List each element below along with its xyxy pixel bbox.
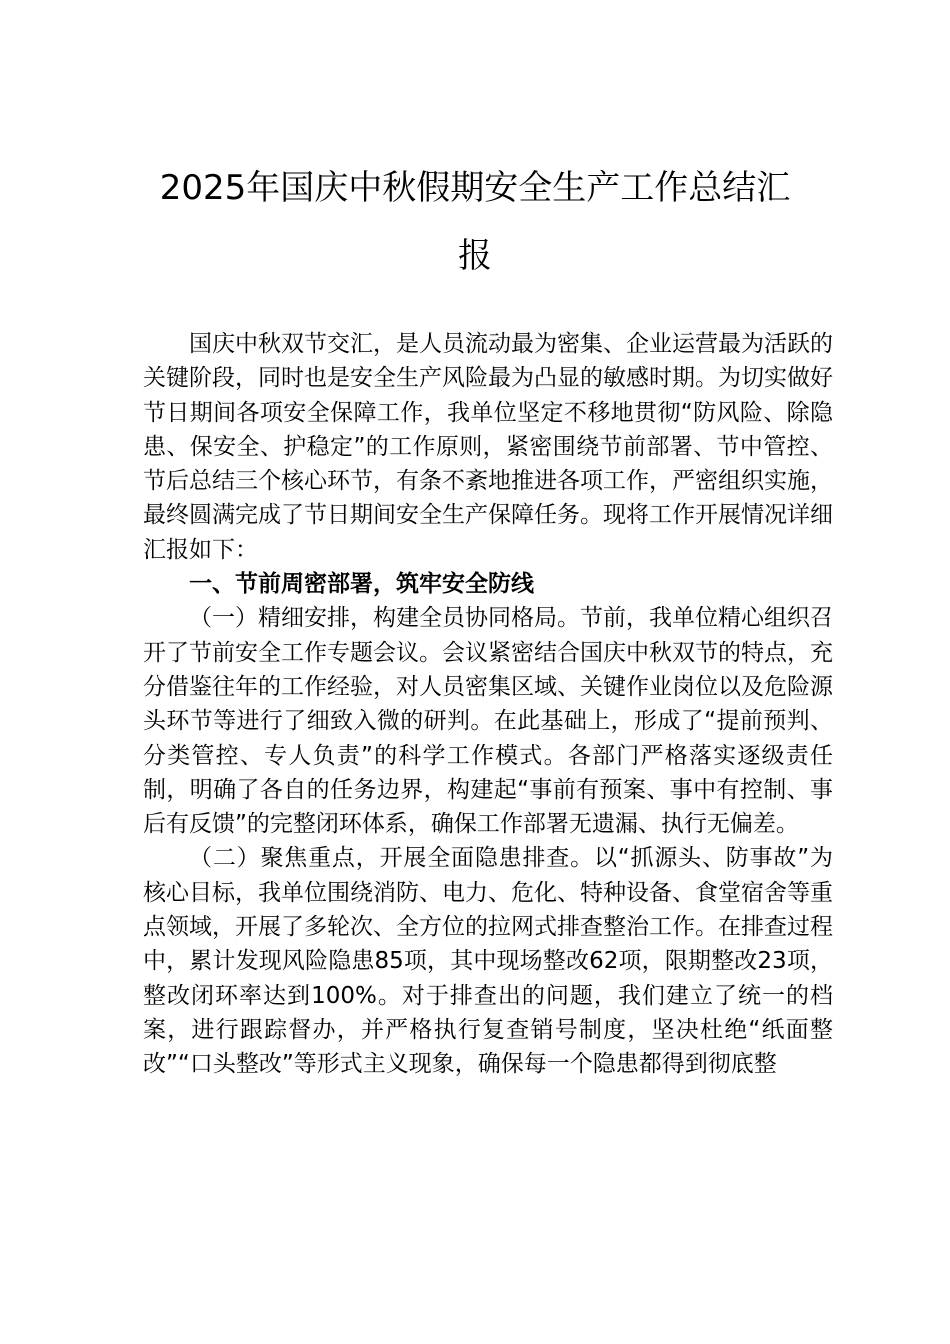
document-title-line-2: 报 (458, 236, 492, 276)
document-body (143, 327, 833, 1082)
intro-paragraph: 国庆中秋双节交汇，是人员流动最为密集、企业运营最为活跃的关键阶段，同时也是安全生产风险最为凸显的敏感时期。为切实做好节日期间各项安全保障工作，我单位坚定不移地贯彻“防风险、除隐患、保安全、护稳定”的工作原则，紧密围绕节前部署、节中管控、节后总结三个核心环节，有条不紊地推进各项工作，严密组织实施，最终圆满完成了节日期间安全生产保障任务。现将工作开展情况详细汇报如下： (143, 331, 833, 563)
subsection-paragraph-2: （二）聚焦重点，开展全面隐患排查。以“抓源头、防事故”为核心目标，我单位围绕消防、电力、危化、特种设备、食堂宿舍等重点领域，开展了多轮次、全方位的拉网式排查整治工作。在排查过程中，累计发现风险隐患85项，其中现场整改62项，限期整改23项，整改闭环率达到100%。对于排查出的问题，我们建立了统一的档案，进行跟踪督办，并严格执行复查销号制度，坚决杜绝“纸面整改”“口头整改”等形式主义现象，确保每一个隐患都得到彻底整 (143, 845, 833, 1078)
subsection-paragraph-1: （一）精细安排，构建全员协同格局。节前，我单位精心组织召开了节前安全工作专题会议。会议紧密结合国庆中秋双节的特点，充分借鉴往年的工作经验，对人员密集区域、关键作业岗位以及危险源头环节等进行了细致入微的研判。在此基础上，形成了“提前预判、分类管控、专人负责”的科学工作模式。各部门严格落实逐级责任制，明确了各自的任务边界，构建起“事前有预案、事中有控制、事后有反馈”的完整闭环体系，确保工作部署无遗漏、执行无偏差。 (143, 605, 833, 838)
section-heading-1: 一、节前周密部署，筑牢安全防线 (189, 571, 534, 598)
document-title-line-1: 2025年国庆中秋假期安全生产工作总结汇 (159, 168, 791, 208)
